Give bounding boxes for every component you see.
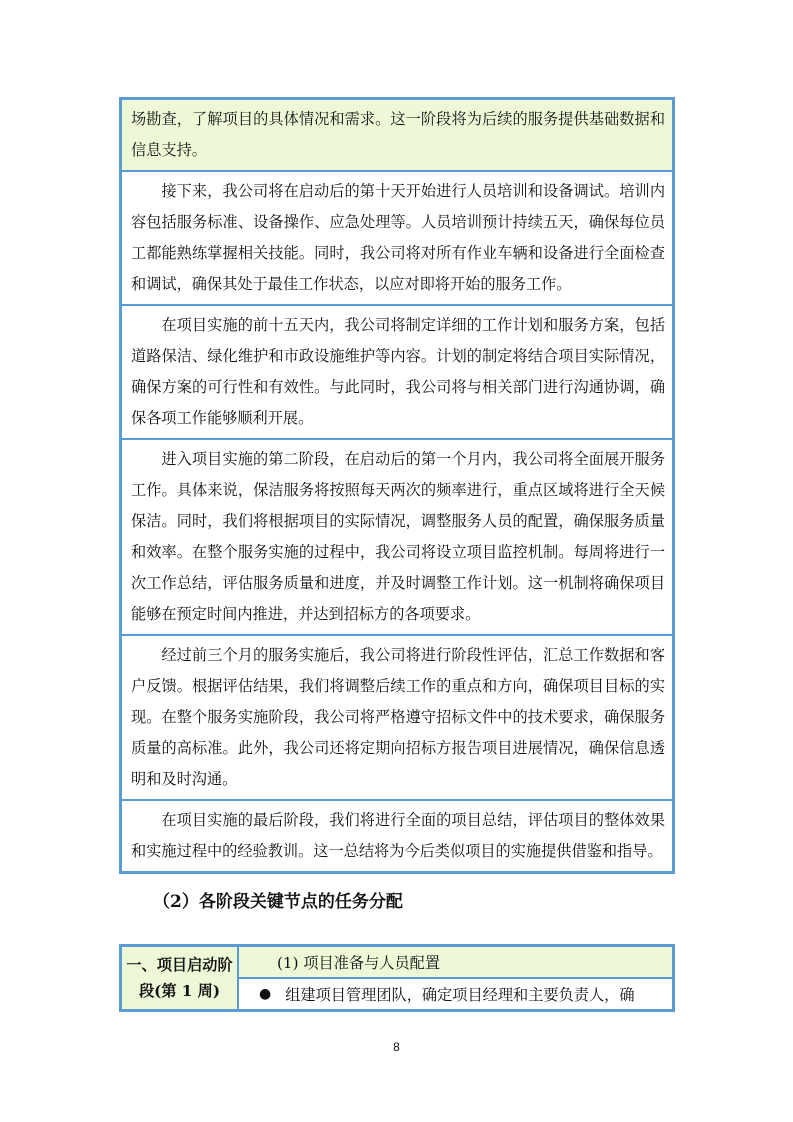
content-table <box>119 97 675 874</box>
section-heading: （2）各阶段关键节点的任务分配 <box>153 892 403 912</box>
paragraph-cell: 接下来，我公司将在启动后的第十天开始进行人员培训和设备调试。培训内容包括服务标准、设备操作、应急处理等。人员培训预计持续五天，确保每位员工都能熟练掌握相关技能。同时，我公司将对所有作业车辆和设备进行全面检查和调试，确保其处于最佳工作状态，以应对即将开始的服务工作。 <box>122 172 672 306</box>
bullet-icon: ● <box>259 986 272 1002</box>
task-table <box>119 944 675 1012</box>
paragraph-cell: 场勘查，了解项目的具体情况和需求。这一阶段将为后续的服务提供基础数据和信息支持。 <box>122 100 672 172</box>
bullet-item <box>239 979 672 1009</box>
task-cell <box>239 947 672 1009</box>
paragraph-cell: 在项目实施的前十五天内，我公司将制定详细的工作计划和服务方案，包括道路保洁、绿化维护和市政设施维护等内容。计划的制定将结合项目实际情况，确保方案的可行性和有效性。与此同时，我公司将与相关部门进行沟通协调，确保各项工作能够顺利开展。 <box>122 306 672 440</box>
sub-title: (1) 项目准备与人员配置 <box>239 947 672 979</box>
stage-label: 一、项目启动阶段(第 1 周) <box>122 947 239 1009</box>
paragraph-cell: 经过前三个月的服务实施后，我公司将进行阶段性评估，汇总工作数据和客户反馈。根据评估结果，我们将调整后续工作的重点和方向，确保项目目标的实现。在整个服务实施阶段，我公司将严格遵守招标文件中的技术要求，确保服务质量的高标准。此外，我公司还将定期向招标方报告项目进展情况，确保信息透明和及时沟通。 <box>122 636 672 801</box>
page-number: 8 <box>393 1040 400 1054</box>
bullet-text: 组建项目管理团队，确定项目经理和主要负责人，确 <box>285 985 635 1004</box>
paragraph-cell: 进入项目实施的第二阶段，在启动后的第一个月内，我公司将全面展开服务工作。具体来说，保洁服务将按照每天两次的频率进行，重点区域将进行全天候保洁。同时，我们将根据项目的实际情况，调整服务人员的配置，确保服务质量和效率。在整个服务实施的过程中，我公司将设立项目监控机制。每周将进行一次工作总结，评估服务质量和进度，并及时调整工作计划。这一机制将确保项目能够在预定时间内推进，并达到招标方的各项要求。 <box>122 440 672 636</box>
paragraph-cell: 在项目实施的最后阶段，我们将进行全面的项目总结，评估项目的整体效果和实施过程中的经验教训。这一总结将为今后类似项目的实施提供借鉴和指导。 <box>131 811 665 860</box>
